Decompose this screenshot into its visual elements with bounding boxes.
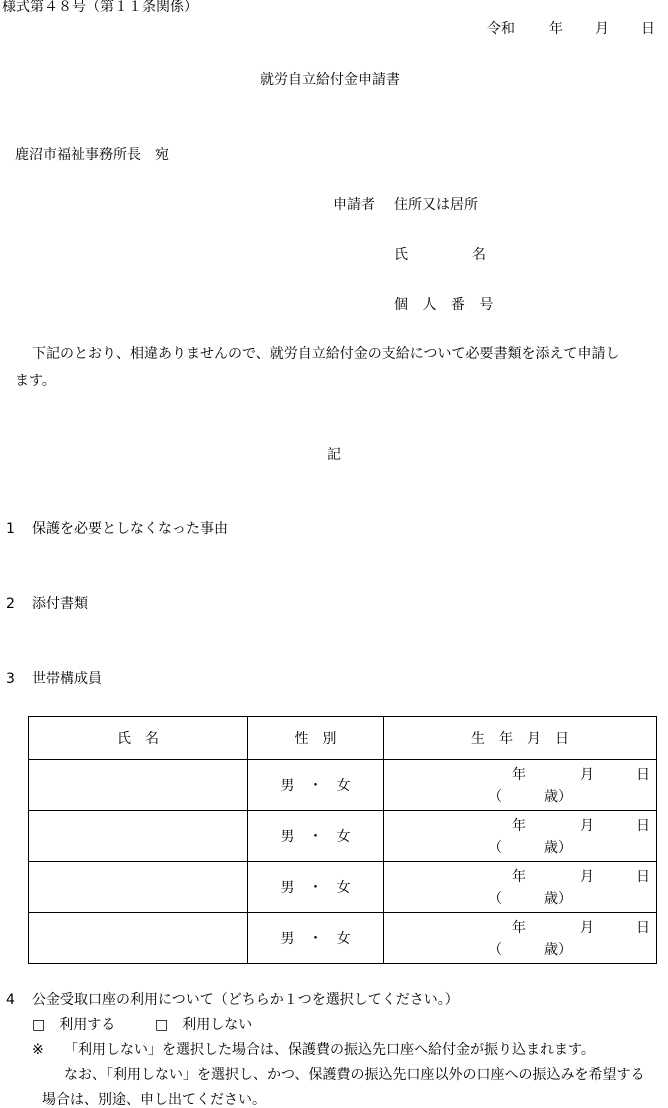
form-number: 様式第４８号（第１１条関係） [2, 0, 198, 15]
name-cell[interactable] [29, 760, 248, 811]
date-era: 令和 [487, 21, 515, 37]
note-line3: 場合は、別途、申し出てください。 [42, 1092, 266, 1108]
dob-age: （ 歳） [488, 891, 572, 907]
dob-month: 月 [580, 818, 594, 834]
sex-cell[interactable]: 男 ・ 女 [248, 913, 384, 964]
addressee: 鹿沼市福祉事務所長 宛 [15, 147, 169, 163]
dob-year: 年 [512, 818, 526, 834]
dob-month: 月 [580, 920, 594, 936]
sex-cell[interactable]: 男 ・ 女 [248, 862, 384, 913]
table-row [29, 862, 657, 913]
dob-cell[interactable] [384, 862, 657, 913]
item-4-label: 公金受取口座の利用について（どちらか１つを選択してください。） [32, 992, 459, 1008]
item-3-number: 3 [6, 671, 15, 687]
item-3-label: 世帯構成員 [32, 671, 102, 687]
dob-age: （ 歳） [488, 942, 572, 958]
dob-year: 年 [512, 767, 526, 783]
dob-year: 年 [512, 869, 526, 885]
sex-cell[interactable]: 男 ・ 女 [248, 760, 384, 811]
applicant-address-label: 住所又は居所 [394, 197, 478, 213]
dob-cell[interactable] [384, 913, 657, 964]
name-cell[interactable] [29, 862, 248, 913]
sex-cell[interactable]: 男 ・ 女 [248, 811, 384, 862]
name-cell[interactable] [29, 913, 248, 964]
dob-day: 日 [636, 920, 650, 936]
applicant-name-label-2: 名 [472, 247, 486, 263]
item-4-number: 4 [6, 992, 15, 1008]
note-line2: なお、「利用しない」を選択し、かつ、保護費の振込先口座以外の口座への振込みを希望する [64, 1067, 645, 1083]
item-1-number: 1 [6, 521, 15, 537]
applicant-name-label-1: 氏 [394, 247, 408, 263]
table-row [29, 913, 657, 964]
body-text-line1: 下記のとおり、相違ありませんので、就労自立給付金の支給について必要書類を添えて申請し [32, 346, 620, 362]
table-row [29, 811, 657, 862]
dob-month: 月 [580, 767, 594, 783]
document-title: 就労自立給付金申請書 [260, 72, 400, 88]
ki-heading: 記 [327, 447, 341, 463]
individual-number-label: 個 人 番 号 [394, 297, 499, 313]
dob-age: （ 歳） [488, 840, 572, 856]
item-2-number: 2 [6, 596, 15, 612]
dob-age: （ 歳） [488, 789, 572, 805]
note-mark: ※ [32, 1042, 44, 1058]
option-not-use-checkbox[interactable]: □ 利用しない [155, 1017, 253, 1033]
dob-day: 日 [636, 818, 650, 834]
dob-year: 年 [512, 920, 526, 936]
body-text-line2: ます。 [15, 373, 56, 389]
name-cell[interactable] [29, 811, 248, 862]
date-day: 日 [641, 21, 655, 37]
table-row [29, 760, 657, 811]
header-name: 氏 名 [29, 717, 248, 760]
option-use-checkbox[interactable]: □ 利用する [32, 1017, 116, 1033]
dob-day: 日 [636, 767, 650, 783]
date-month: 月 [595, 21, 609, 37]
applicant-label: 申請者 [333, 197, 375, 213]
dob-cell[interactable] [384, 811, 657, 862]
date-year: 年 [549, 21, 563, 37]
dob-month: 月 [580, 869, 594, 885]
header-dob: 生 年 月 日 [384, 717, 657, 760]
household-members-table [28, 716, 657, 964]
note-line1: 「利用しない」を選択した場合は、保護費の振込先口座へ給付金が振り込まれます。 [64, 1042, 595, 1058]
item-1-label: 保護を必要としなくなった事由 [32, 521, 228, 537]
header-sex: 性 別 [248, 717, 384, 760]
item-2-label: 添付書類 [32, 596, 88, 612]
dob-cell[interactable] [384, 760, 657, 811]
dob-day: 日 [636, 869, 650, 885]
table-header-row [29, 717, 657, 760]
